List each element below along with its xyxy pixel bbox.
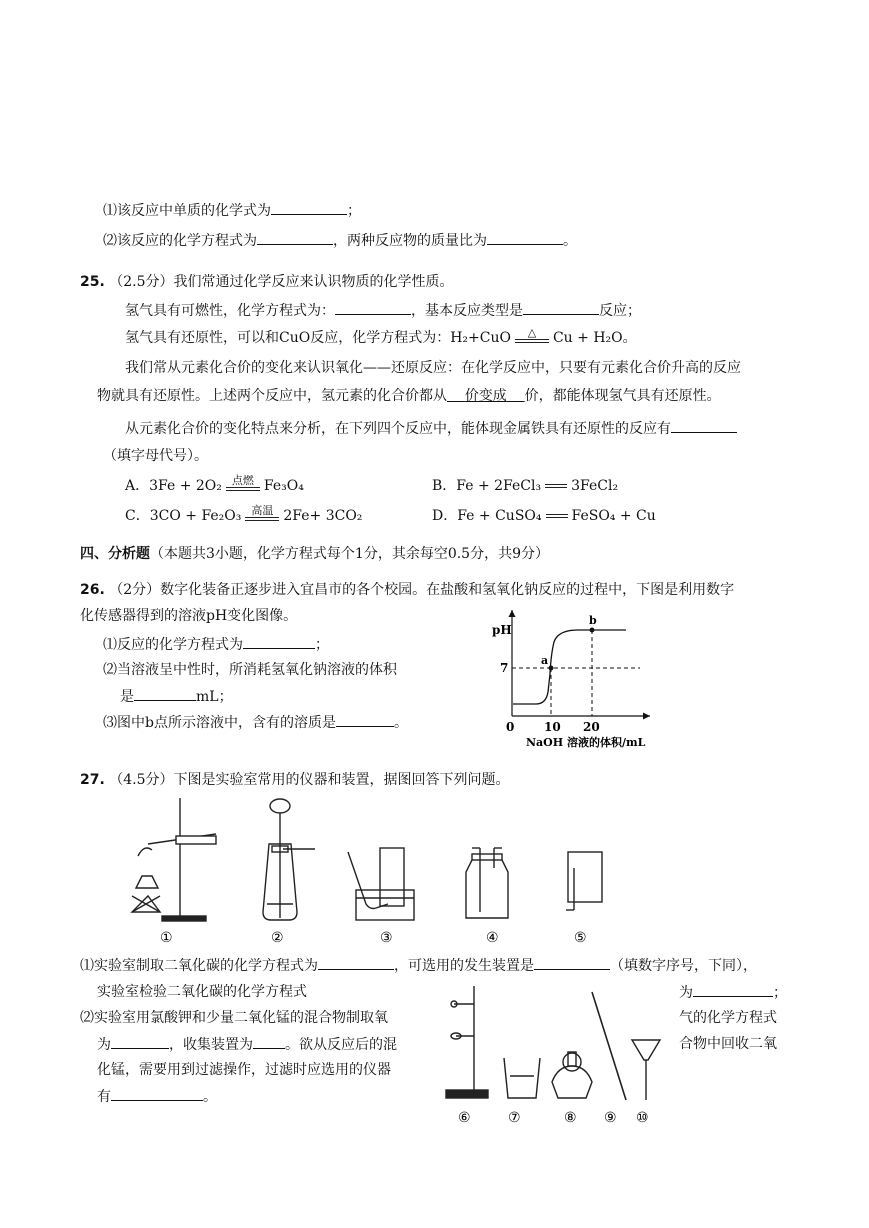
answer-blank[interactable] <box>335 300 411 315</box>
apparatus-label-2: ② <box>271 930 284 946</box>
x-tick-20: 20 <box>583 720 600 734</box>
apparatus-label-8: ⑧ <box>564 1110 577 1126</box>
y-tick-7: 7 <box>500 661 509 675</box>
q26-sub2: ⑵当溶液呈中性时，所消耗氢氧化钠溶液的体积 <box>103 662 397 678</box>
apparatus-6 <box>446 986 488 1098</box>
q25-line1: 氢气具有可燃性，化学方程式为： ，基本反应类型是 反应； <box>125 300 641 321</box>
apparatus-3 <box>348 848 414 920</box>
question-number: 25. <box>80 274 105 290</box>
answer-blank[interactable] <box>487 230 563 245</box>
apparatus-1 <box>132 798 216 921</box>
q26-sub2b: 是 mL； <box>120 686 233 707</box>
answer-blank[interactable] <box>534 955 610 970</box>
apparatus-8 <box>552 1052 592 1098</box>
reaction-condition: △ <box>515 329 549 347</box>
q26-head: 26. （2分）数字化装备正逐步进入宜昌市的各个校园。在盐酸和氢氧化钠反应的过程中，下图是利用数字 <box>80 582 735 598</box>
q27-sub1b: 实验室检验二氧化碳的化学方程式 <box>97 984 307 1000</box>
answer-blank[interactable] <box>134 686 196 701</box>
apparatus-label-6: ⑥ <box>458 1110 471 1126</box>
answer-blank[interactable] <box>336 712 394 727</box>
equals-sign <box>546 514 568 518</box>
apparatus-10 <box>632 1040 660 1100</box>
q24-sub2: ⑵该反应的化学方程式为 ，两种反应物的质量比为 。 <box>103 230 577 251</box>
q26-sub1: ⑴反应的化学方程式为 ； <box>103 634 329 655</box>
equals-sign <box>545 484 567 488</box>
option-d: D．Fe + CuSO₄ FeSO₄ + Cu <box>432 508 656 524</box>
question-number: 27. <box>80 772 105 788</box>
apparatus-label-4: ④ <box>486 930 499 946</box>
ph-chart <box>488 604 668 752</box>
point-a <box>549 666 554 671</box>
reaction-condition: 高温 <box>245 507 279 525</box>
y-axis-label: pH <box>492 623 512 637</box>
apparatus-label-3: ③ <box>380 930 393 946</box>
q27-sub2d: 有 。 <box>97 1086 217 1107</box>
point-a-label: a <box>541 654 549 667</box>
point-b <box>590 628 595 633</box>
question-number: 26. <box>80 582 105 598</box>
option-a: A．3Fe + 2O₂ 点燃 Fe₃O₄ <box>125 474 304 494</box>
q26-sub3: ⑶图中b点所示溶液中，含有的溶质是 。 <box>103 712 408 733</box>
apparatus-figure-2 <box>440 982 670 1130</box>
q27-sub2-right: 气的化学方程式 <box>679 1010 777 1026</box>
q27-head: 27. （4.5分）下图是实验室常用的仪器和装置，据图回答下列问题。 <box>80 772 510 788</box>
q27-sub2b: 为 ，收集装置为 。欲从反应后的混 <box>97 1034 397 1055</box>
x-tick-10: 10 <box>544 720 561 734</box>
q25-line3: 我们常从元素化合价的变化来认识氧化——还原反应：在化学反应中，只要有元素化合价升高的反应 <box>125 360 741 376</box>
answer-blank[interactable] <box>523 300 599 315</box>
apparatus-2 <box>263 799 315 920</box>
apparatus-figure-1 <box>118 792 608 950</box>
answer-blank[interactable] <box>271 200 347 215</box>
answer-blank[interactable] <box>111 1034 169 1049</box>
apparatus-5 <box>566 852 602 910</box>
q25-head: 25. （2.5分）我们常通过化学反应来认识物质的化学性质。 <box>80 274 454 290</box>
q25-line4: 物就具有还原性。上述两个反应中，氢元素的化合价都从 价变成 价，都能体现氢气具有还原性。 <box>97 388 721 404</box>
answer-blank[interactable] <box>318 955 394 970</box>
q27-sub2: ⑵实验室用氯酸钾和少量二氧化锰的混合物制取氧 <box>80 1010 388 1026</box>
q24-sub1: ⑴该反应中单质的化学式为 ； <box>103 200 361 221</box>
answer-blank[interactable] <box>243 634 315 649</box>
answer-blank[interactable] <box>693 982 773 997</box>
answer-blank[interactable] <box>111 1086 203 1101</box>
apparatus-label-5: ⑤ <box>574 930 587 946</box>
q27-sub1: ⑴实验室制取二氧化碳的化学方程式为 ，可选用的发生装置是 （填数字序号，下同）， <box>80 955 757 976</box>
reaction-condition: 点燃 <box>226 477 260 495</box>
apparatus-label-10: ⑩ <box>636 1110 649 1126</box>
filled-blank: 价变成 <box>464 388 507 404</box>
point-b-label: b <box>589 614 597 627</box>
q27-sub2b-right: 合物中回收二氧 <box>679 1036 777 1052</box>
apparatus-9 <box>592 992 626 1100</box>
apparatus-4 <box>466 848 508 918</box>
section-heading: 四、分析题（本题共3小题，化学方程式每个1分，其余每空0.5分，共9分） <box>80 546 549 562</box>
q27-sub1c: 为 ； <box>679 982 787 1003</box>
ph-curve <box>513 630 626 704</box>
q26-head2: 化传感器得到的溶液pH变化图像。 <box>80 608 298 624</box>
apparatus-label-7: ⑦ <box>508 1110 521 1126</box>
q25-line2: 氢气具有还原性，可以和CuO反应，化学方程式为：H₂+CuO △ Cu + H₂O。 <box>125 326 637 346</box>
apparatus-label-1: ① <box>160 930 173 946</box>
answer-blank[interactable] <box>671 418 737 433</box>
q25-line5: 从元素化合价的变化特点来分析，在下列四个反应中，能体现金属铁具有还原性的反应有 <box>125 418 737 439</box>
option-b: B．Fe + 2FeCl₃ 3FeCl₂ <box>432 478 619 494</box>
x-tick-0: 0 <box>506 720 515 734</box>
apparatus-label-9: ⑨ <box>604 1110 617 1126</box>
q25-line6: （填字母代号）。 <box>103 448 208 464</box>
apparatus-7 <box>504 1058 540 1098</box>
option-c: C．3CO + Fe₂O₃ 高温 2Fe+ 3CO₂ <box>125 504 363 524</box>
q27-sub2c: 化锰，需要用到过滤操作，过滤时应选用的仪器 <box>97 1062 391 1078</box>
x-axis-label: NaOH 溶液的体积/mL <box>526 736 646 749</box>
answer-blank[interactable] <box>253 1034 285 1049</box>
answer-blank[interactable] <box>257 230 333 245</box>
